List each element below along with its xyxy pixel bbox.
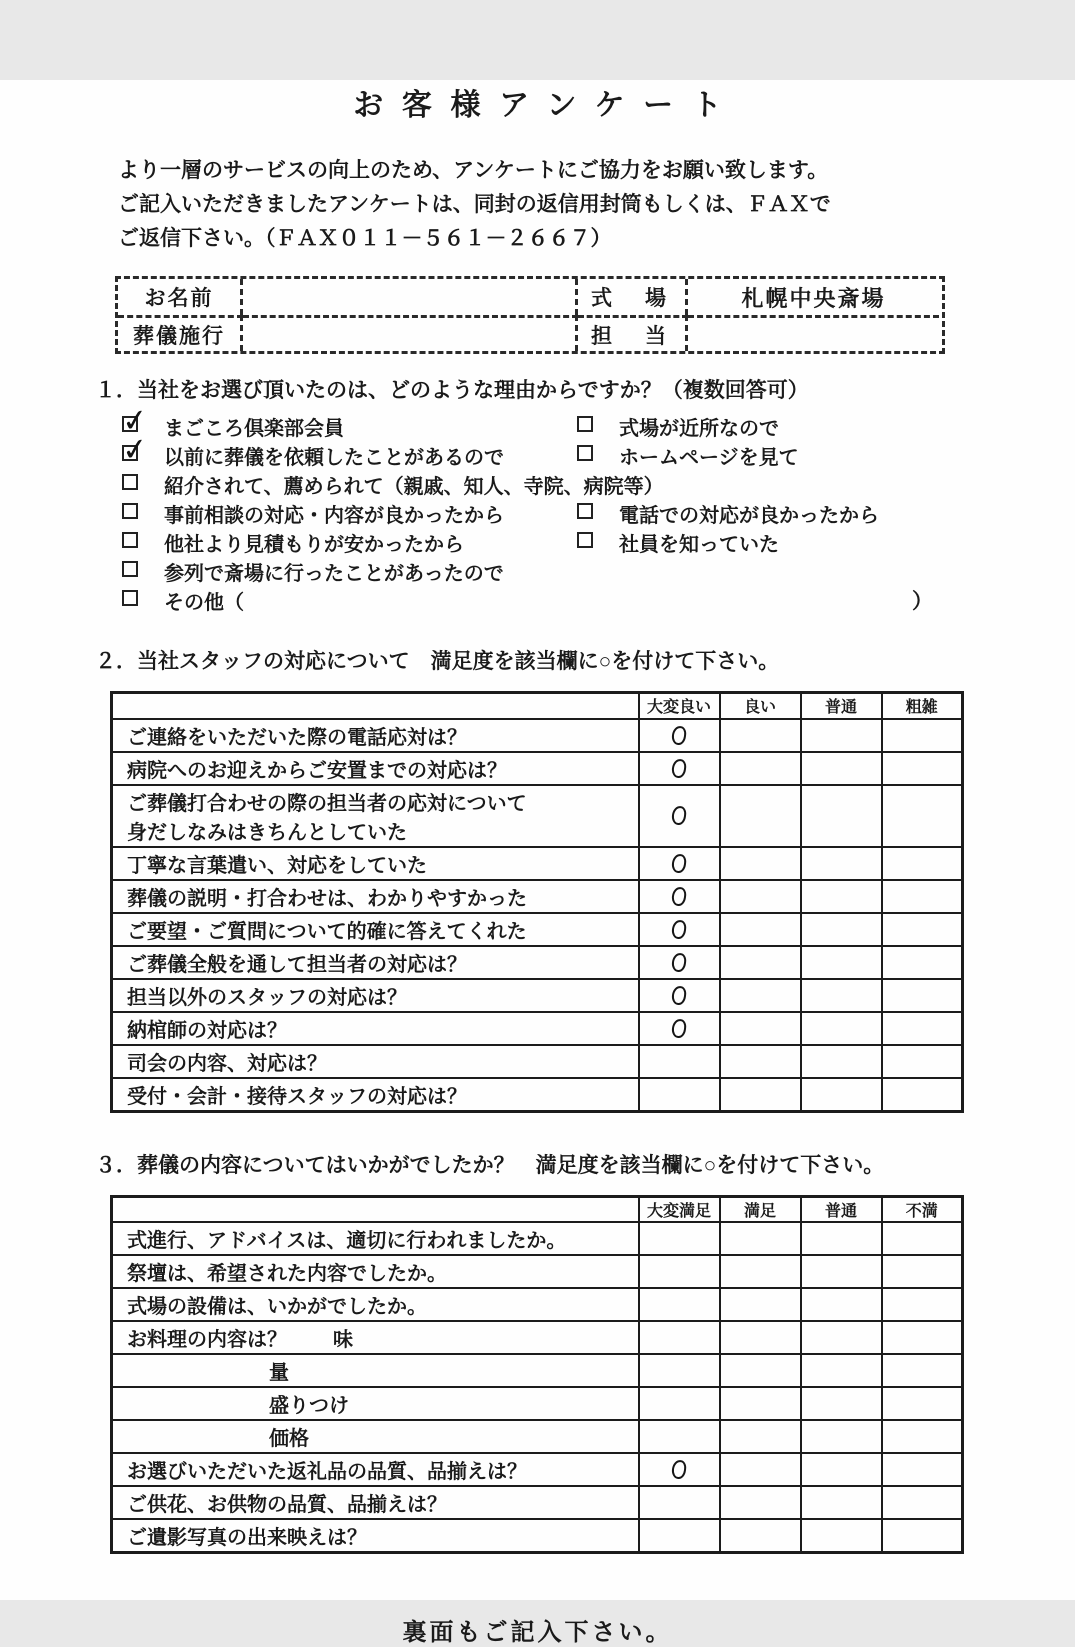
circle-mark — [671, 758, 687, 779]
question-label: 式進行、アドバイスは、適切に行われましたか。 — [112, 1222, 639, 1255]
checkbox-cheaper-estimate[interactable] — [122, 532, 138, 548]
circle-mark — [671, 725, 687, 746]
option-label: 他社より見積もりが安かったから — [164, 534, 464, 556]
rating-cell[interactable] — [801, 1012, 882, 1045]
option-label: 電話での対応が良かったから — [619, 505, 879, 527]
question-row — [112, 1255, 963, 1288]
question-row — [112, 1387, 963, 1420]
rating-cell[interactable] — [720, 880, 801, 913]
circle-mark — [671, 853, 687, 874]
rating-cell[interactable] — [801, 1321, 882, 1354]
column-header: 不満 — [882, 1196, 963, 1222]
rating-cell[interactable] — [720, 1078, 801, 1112]
survey-page — [0, 80, 1075, 1646]
rating-cell[interactable] — [882, 1078, 963, 1112]
question-row — [112, 946, 963, 979]
rating-cell[interactable] — [882, 1519, 963, 1553]
rating-cell[interactable] — [882, 979, 963, 1012]
rating-cell[interactable] — [882, 1420, 963, 1453]
rating-cell[interactable] — [801, 1222, 882, 1255]
question-row — [112, 752, 963, 785]
rating-cell[interactable] — [801, 1486, 882, 1519]
name-input[interactable] — [243, 279, 578, 315]
page-title: お客様アンケート — [353, 89, 741, 122]
question-label: 受付・会計・接待スタッフの対応は？ — [112, 1078, 639, 1112]
rating-cell[interactable] — [882, 1453, 963, 1486]
rating-cell[interactable] — [720, 1288, 801, 1321]
column-header: 良い — [720, 693, 801, 719]
rating-cell[interactable] — [882, 1012, 963, 1045]
intro-line: より一層のサービスの向上のため、アンケートにご協力をお願い致します。 — [118, 159, 829, 182]
question-row — [112, 1045, 963, 1078]
intro-line: ご記入いただきましたアンケートは、同封の返信用封筒もしくは、ＦＡＸで — [118, 193, 831, 216]
rating-cell[interactable] — [639, 785, 720, 847]
rating-cell[interactable] — [801, 719, 882, 752]
column-header: 普通 — [801, 1196, 882, 1222]
question-label: 量 — [112, 1354, 639, 1387]
staff-input[interactable] — [688, 315, 939, 351]
question-row — [112, 913, 963, 946]
rating-cell[interactable] — [801, 1045, 882, 1078]
question-label: お選びいただいた返礼品の品質、品揃えは？ — [112, 1453, 639, 1486]
question-label: 盛りつけ — [112, 1387, 639, 1420]
rating-cell[interactable] — [801, 880, 882, 913]
rating-cell[interactable] — [801, 1387, 882, 1420]
question-row — [112, 1288, 963, 1321]
rating-cell[interactable] — [720, 752, 801, 785]
rating-cell[interactable] — [639, 1321, 720, 1354]
rating-cell[interactable] — [801, 946, 882, 979]
question-label: お料理の内容は？ 味 — [112, 1321, 639, 1354]
checkbox-knew-employee[interactable] — [577, 532, 593, 548]
question-label: ご連絡をいただいた際の電話応対は？ — [112, 719, 639, 752]
question-label: ご遺影写真の出来映えは？ — [112, 1519, 639, 1553]
rating-cell[interactable] — [882, 1288, 963, 1321]
q1-options — [120, 412, 980, 615]
rating-cell[interactable] — [639, 847, 720, 880]
circle-mark — [671, 952, 687, 973]
rating-cell[interactable] — [720, 1045, 801, 1078]
rating-cell[interactable] — [639, 979, 720, 1012]
rating-cell[interactable] — [882, 1222, 963, 1255]
rating-cell[interactable] — [801, 913, 882, 946]
rating-cell[interactable] — [720, 1453, 801, 1486]
question-label: 価格 — [112, 1420, 639, 1453]
q2-heading: ２．当社スタッフの対応について 満足度を該当欄に○を付けて下さい。 — [95, 650, 780, 673]
rating-cell[interactable] — [882, 880, 963, 913]
question-label: 納棺師の対応は？ — [112, 1012, 639, 1045]
question-row — [112, 1321, 963, 1354]
question-label: 式場の設備は、いかがでしたか。 — [112, 1288, 639, 1321]
question-row — [112, 719, 963, 752]
intro-text — [118, 154, 1075, 256]
column-header: 粗雑 — [882, 693, 963, 719]
checkbox-attended-hall[interactable] — [122, 561, 138, 577]
funeral-label: 葬儀施行 — [118, 315, 243, 351]
checkbox-referred[interactable] — [122, 474, 138, 490]
circle-mark — [671, 805, 687, 826]
rating-cell[interactable] — [720, 1486, 801, 1519]
circle-mark — [671, 1018, 687, 1039]
rating-cell[interactable] — [639, 1519, 720, 1553]
rating-cell[interactable] — [882, 1486, 963, 1519]
option-row — [120, 441, 980, 470]
rating-cell[interactable] — [720, 719, 801, 752]
option-row — [120, 528, 980, 557]
option-row — [120, 412, 980, 441]
column-header: 満足 — [720, 1196, 801, 1222]
rating-cell[interactable] — [639, 1420, 720, 1453]
rating-cell[interactable] — [639, 1012, 720, 1045]
question-row — [112, 785, 963, 847]
checkbox-venue-nearby[interactable] — [577, 416, 593, 432]
option-label: ホームページを見て — [619, 447, 799, 469]
option-row — [120, 470, 980, 499]
rating-cell[interactable] — [720, 1387, 801, 1420]
question-row — [112, 880, 963, 913]
option-row — [120, 557, 980, 586]
venue-value: 札幌中央斎場 — [741, 285, 886, 311]
rating-cell[interactable] — [882, 785, 963, 847]
question-row — [112, 847, 963, 880]
question-label: 祭壇は、希望された内容でしたか。 — [112, 1255, 639, 1288]
rating-cell[interactable] — [801, 979, 882, 1012]
option-row — [120, 499, 980, 528]
checkbox-magokoro-member[interactable] — [122, 416, 138, 432]
header-blank — [112, 693, 639, 719]
q2-table — [110, 691, 964, 1113]
column-header: 普通 — [801, 693, 882, 719]
question-label: 司会の内容、対応は？ — [112, 1045, 639, 1078]
option-label: 事前相談の対応・内容が良かったから — [164, 505, 504, 527]
rating-cell[interactable] — [720, 1222, 801, 1255]
rating-cell[interactable] — [882, 752, 963, 785]
intro-line: ご返信下さい。（ＦＡＸ０１１－５６１－２６６７） — [118, 227, 612, 250]
circle-mark — [671, 985, 687, 1006]
rating-cell[interactable] — [720, 913, 801, 946]
checkbox-previous-funeral[interactable] — [122, 445, 138, 461]
option-label: まごころ倶楽部会員 — [164, 418, 344, 440]
rating-cell[interactable] — [639, 1045, 720, 1078]
rating-cell[interactable] — [639, 1453, 720, 1486]
other-close-paren: ） — [912, 590, 933, 613]
circle-mark — [671, 886, 687, 907]
option-row — [120, 586, 980, 615]
rating-cell[interactable] — [639, 1255, 720, 1288]
question-label: 病院へのお迎えからご安置までの対応は？ — [112, 752, 639, 785]
rating-cell[interactable] — [639, 913, 720, 946]
rating-cell[interactable] — [639, 1078, 720, 1112]
question-row — [112, 1078, 963, 1112]
rating-cell[interactable] — [882, 1321, 963, 1354]
checkbox-phone-response[interactable] — [577, 503, 593, 519]
checkbox-homepage[interactable] — [577, 445, 593, 461]
option-label: 社員を知っていた — [619, 534, 779, 556]
rating-cell[interactable] — [801, 1255, 882, 1288]
option-label: 以前に葬儀を依頼したことがあるので — [164, 447, 504, 469]
question-label: 担当以外のスタッフの対応は？ — [112, 979, 639, 1012]
rating-cell[interactable] — [882, 1354, 963, 1387]
rating-cell[interactable] — [720, 847, 801, 880]
rating-cell[interactable] — [882, 847, 963, 880]
circle-mark — [671, 1459, 687, 1480]
rating-cell[interactable] — [639, 1486, 720, 1519]
question-label: 葬儀の説明・打合わせは、わかりやすかった — [112, 880, 639, 913]
rating-cell[interactable] — [639, 1354, 720, 1387]
checkbox-other[interactable] — [122, 590, 138, 606]
option-label: 式場が近所なので — [619, 418, 779, 440]
question-row — [112, 979, 963, 1012]
q3-heading: ３．葬儀の内容についてはいかがでしたか？ 満足度を該当欄に○を付けて下さい。 — [95, 1153, 885, 1177]
rating-cell[interactable] — [801, 1288, 882, 1321]
question-label: ご葬儀打合わせの際の担当者の応対について 身だしなみはきちんとしていた — [112, 785, 639, 847]
question-label: ご葬儀全般を通して担当者の対応は？ — [112, 946, 639, 979]
info-box-row — [118, 279, 942, 315]
question-row — [112, 1012, 963, 1045]
venue-label: 式 場 — [578, 279, 688, 315]
rating-cell[interactable] — [639, 1387, 720, 1420]
info-box-row — [118, 315, 942, 351]
rating-cell[interactable] — [801, 847, 882, 880]
rating-cell[interactable] — [882, 1255, 963, 1288]
question-row — [112, 1420, 963, 1453]
column-header: 大変満足 — [639, 1196, 720, 1222]
q3-table — [110, 1195, 964, 1555]
rating-cell[interactable] — [882, 1045, 963, 1078]
question-row — [112, 1519, 963, 1553]
name-label: お名前 — [118, 279, 243, 315]
question-label: ご要望・ご質問について的確に答えてくれた — [112, 913, 639, 946]
rating-cell[interactable] — [720, 1420, 801, 1453]
q1-heading: １．当社をお選び頂いたのは、どのような理由からですか？（複数回答可） — [95, 379, 809, 402]
rating-cell[interactable] — [720, 1519, 801, 1553]
question-row — [112, 1453, 963, 1486]
question-label: ご供花、お供物の品質、品揃えは？ — [112, 1486, 639, 1519]
checkbox-pre-consultation[interactable] — [122, 503, 138, 519]
question-row — [112, 1222, 963, 1255]
rating-cell[interactable] — [801, 785, 882, 847]
header-row — [112, 1196, 963, 1222]
column-header: 大変良い — [639, 693, 720, 719]
rating-cell[interactable] — [882, 946, 963, 979]
rating-cell[interactable] — [639, 880, 720, 913]
option-label: 参列で斎場に行ったことがあったので — [164, 563, 504, 585]
circle-mark — [671, 919, 687, 940]
header-blank — [112, 1196, 639, 1222]
rating-cell[interactable] — [720, 785, 801, 847]
rating-cell[interactable] — [801, 1078, 882, 1112]
rating-cell[interactable] — [882, 719, 963, 752]
rating-cell[interactable] — [639, 719, 720, 752]
rating-cell[interactable] — [720, 1012, 801, 1045]
info-box — [115, 276, 945, 354]
question-row — [112, 1354, 963, 1387]
rating-cell[interactable] — [801, 1354, 882, 1387]
rating-cell[interactable] — [801, 752, 882, 785]
rating-cell[interactable] — [720, 1255, 801, 1288]
option-label: その他（ — [164, 592, 244, 614]
header-row — [112, 693, 963, 719]
rating-cell[interactable] — [801, 1420, 882, 1453]
option-label: 紹介されて、薦められて（親戚、知人、寺院、病院等） — [164, 476, 664, 498]
staff-label: 担 当 — [578, 315, 688, 351]
rating-cell[interactable] — [639, 946, 720, 979]
rating-cell[interactable] — [882, 913, 963, 946]
funeral-input[interactable] — [243, 315, 578, 351]
rating-cell[interactable] — [720, 1354, 801, 1387]
footer-note: 裏面もご記入下さい。 — [402, 1619, 673, 1646]
question-row — [112, 1486, 963, 1519]
rating-cell[interactable] — [720, 1321, 801, 1354]
rating-cell[interactable] — [639, 1222, 720, 1255]
question-label: 丁寧な言葉遣い、対応をしていた — [112, 847, 639, 880]
rating-cell[interactable] — [801, 1453, 882, 1486]
rating-cell[interactable] — [882, 1387, 963, 1420]
rating-cell[interactable] — [720, 946, 801, 979]
rating-cell[interactable] — [639, 752, 720, 785]
rating-cell[interactable] — [720, 979, 801, 1012]
rating-cell[interactable] — [639, 1288, 720, 1321]
rating-cell[interactable] — [801, 1519, 882, 1553]
